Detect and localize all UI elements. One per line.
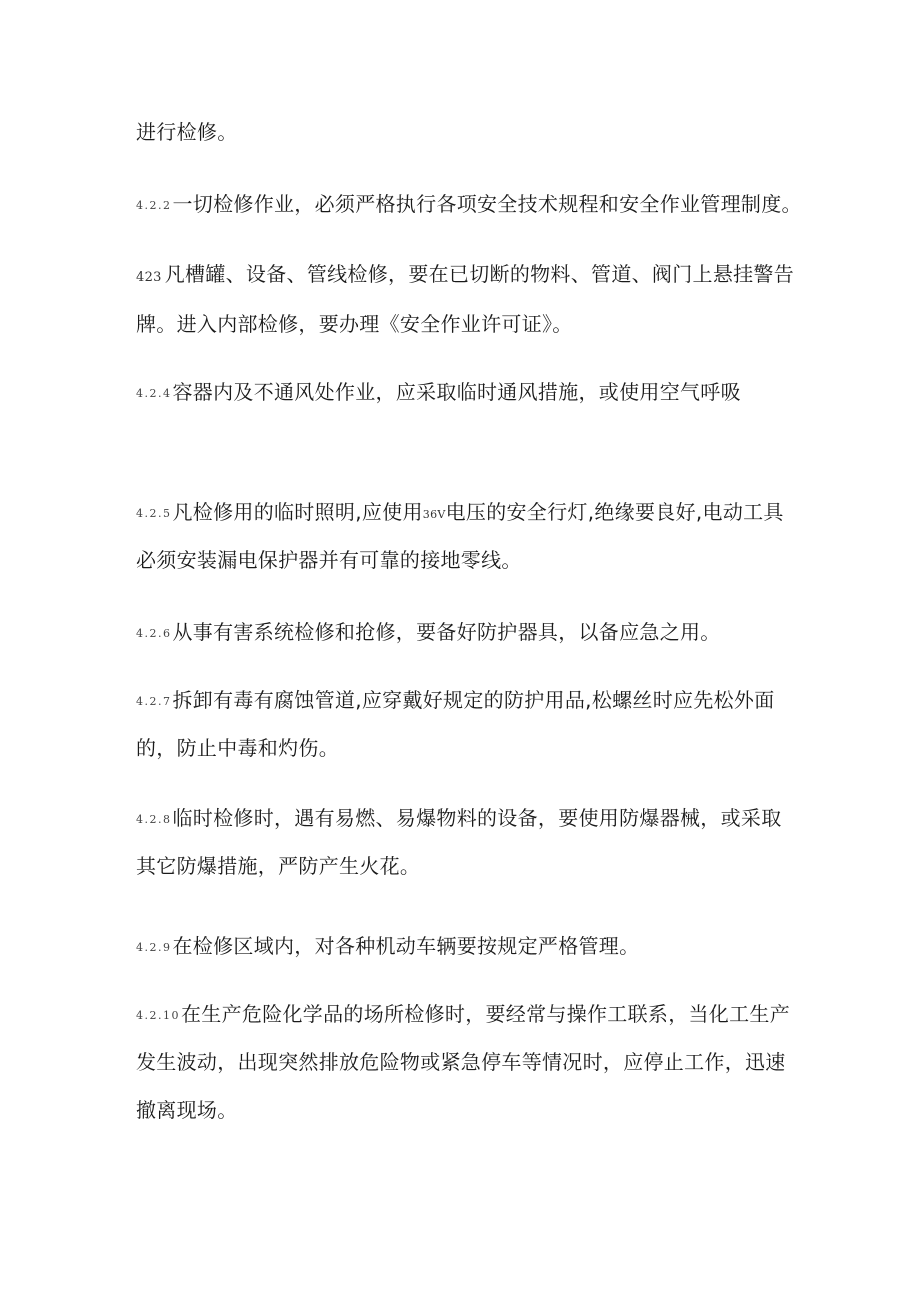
line-text: 其它防爆措施，严防产生火花。: [136, 854, 421, 878]
clause-4-2-7: [136, 686, 775, 716]
clause-text: 容器内及不通风处作业，应采取临时通风措施，或使用空气呼吸: [172, 380, 741, 404]
line-text: 发生波动，出现突然排放危险物或紧急停车等情况时，应停止工作，迅速: [136, 1050, 786, 1074]
clause-number: 4.2.6: [136, 627, 172, 640]
clause-number: 4.2.10: [136, 1009, 180, 1022]
clause-4-2-10: [136, 1000, 790, 1030]
clause-number: 4.2.8: [136, 813, 172, 826]
clause-4-2-10-continuation: [136, 1048, 786, 1076]
clause-number: 4.2.2: [136, 199, 172, 212]
clause-4-2-10-continuation-2: [136, 1096, 238, 1124]
clause-text: 凡检修用的临时照明,应使用: [172, 500, 423, 524]
clause-text: 凡槽罐、设备、管线检修，要在已切断的物料、管道、阀门上悬挂警告: [164, 262, 795, 286]
clause-4-2-9: [136, 932, 639, 962]
clause-text: 一切检修作业，必须严格执行各项安全技术规程和安全作业管理制度。: [172, 192, 802, 216]
clause-number: 4.2.4: [136, 387, 172, 400]
text-line-continuation: [136, 118, 238, 146]
clause-4-2-4: [136, 378, 741, 408]
line-text: 必须安装漏电保护器并有可靠的接地零线。: [136, 548, 522, 572]
line-text: 撤离现场。: [136, 1098, 238, 1122]
clause-text: 在生产危险化学品的场所检修时，要经常与操作工联系，当化工生产: [181, 1002, 790, 1026]
line-text: 进行检修。: [136, 120, 238, 144]
clause-text: 从事有害系统检修和抢修，要备好防护器具，以备应急之用。: [172, 620, 721, 644]
clause-4-2-6: [136, 618, 721, 648]
clause-number: 423: [136, 270, 162, 285]
clause-number: 4.2.9: [136, 941, 172, 954]
clause-4-2-2: [136, 190, 802, 220]
clause-4-2-8: [136, 804, 782, 834]
clause-text: 临时检修时，遇有易燃、易爆物料的设备，要使用防爆器械，或采取: [172, 806, 782, 830]
voltage-value: 36V: [422, 508, 446, 521]
clause-4-2-8-continuation: [136, 852, 420, 880]
clause-number: 4.2.5: [136, 507, 172, 520]
clause-text-cont: 电压的安全行灯,绝缘要良好,电动工具: [445, 500, 784, 524]
clause-text: 在检修区域内，对各种机动车辆要按规定严格管理。: [172, 934, 640, 958]
line-text: 牌。进入内部检修，要办理《安全作业许可证》。: [136, 312, 573, 336]
clause-4-2-5: [136, 498, 784, 529]
clause-4-2-7-continuation: [136, 734, 339, 762]
clause-4-2-5-continuation: [136, 546, 522, 574]
clause-text: 拆卸有毒有腐蚀管道,应穿戴好规定的防护用品,松螺丝时应先松外面: [172, 688, 775, 712]
clause-4-2-3-continuation: [136, 310, 573, 338]
clause-number: 4.2.7: [136, 695, 172, 708]
clause-4-2-3: [136, 260, 794, 292]
line-text: 的，防止中毒和灼伤。: [136, 736, 339, 760]
